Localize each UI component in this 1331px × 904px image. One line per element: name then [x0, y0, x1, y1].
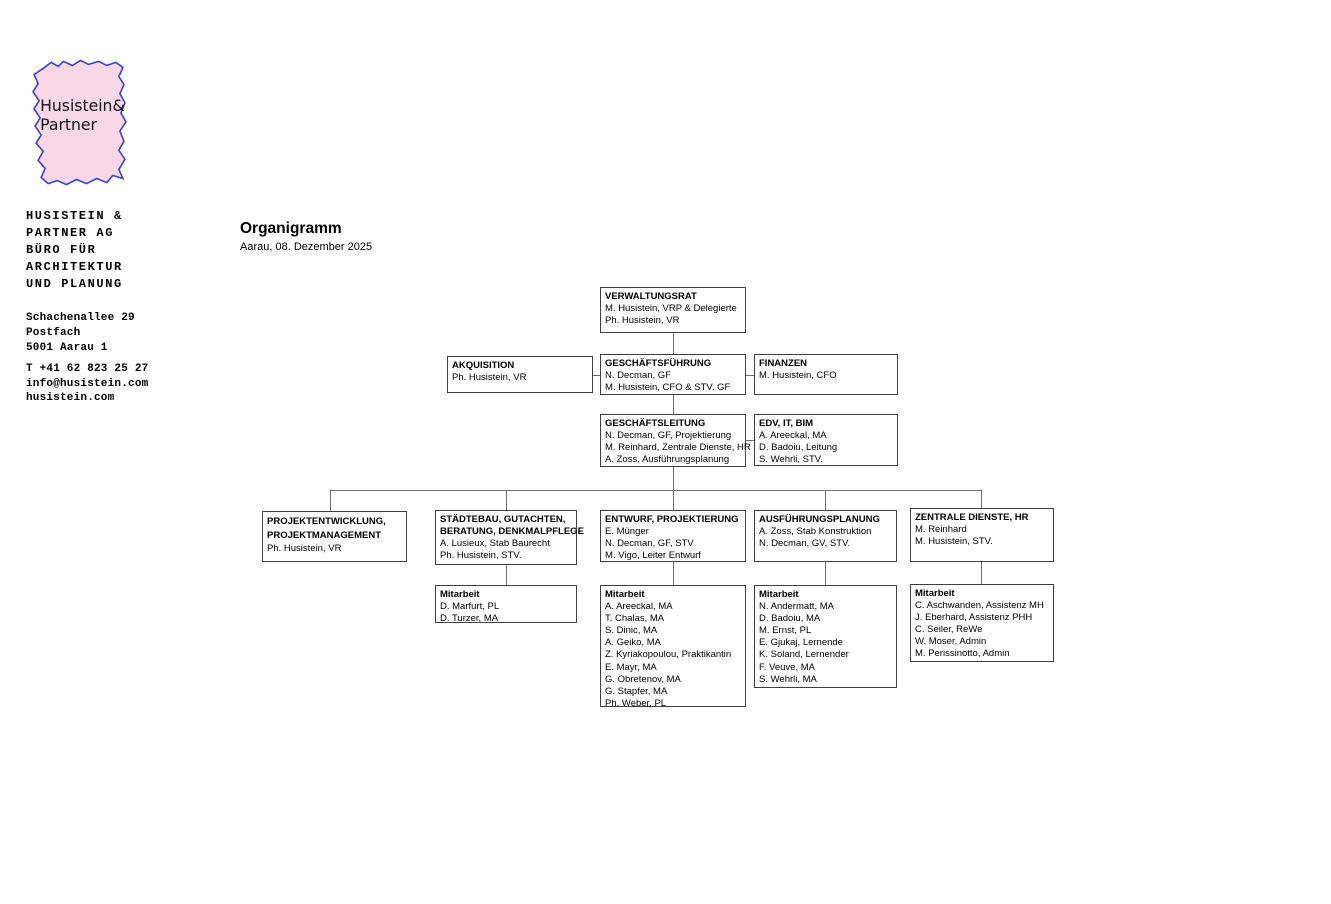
org-member-line: Ph. Weber, PL [605, 697, 667, 709]
org-member-line: M. Husistein, CFO & STV. GF [605, 382, 731, 394]
org-member-line: M. Perissinotto, Admin [915, 648, 1010, 660]
connector-line [981, 491, 982, 508]
connector-line [593, 375, 600, 376]
connector-line [825, 491, 826, 510]
company-name-line: ARCHITEKTUR [26, 260, 123, 274]
org-box-mitarbeit-zentrale [910, 584, 1054, 662]
org-box-title: EDV, IT, BIM [759, 418, 814, 429]
org-box-title: VERWALTUNGSRAT [605, 291, 697, 302]
org-member-line: D. Badoiu, MA [759, 613, 821, 625]
connector-line [825, 562, 826, 585]
connector-line [746, 440, 754, 441]
org-member-line: N. Decman, GF [605, 370, 671, 382]
org-member-line: S. Wehrli, MA [759, 673, 817, 685]
org-member-line: M. Ernst, PL [759, 625, 812, 637]
org-member-line: W. Moser, Admin [915, 636, 987, 648]
connector-line [673, 333, 674, 354]
org-box-finanzen [754, 354, 898, 395]
org-member-line: N. Decman, GF, Projektierung [605, 430, 732, 442]
connector-line [330, 490, 982, 491]
org-box-title: FINANZEN [759, 358, 808, 369]
org-box-title: Mitarbeit [440, 589, 480, 600]
org-member-line: N. Decman, GV, STV. [759, 538, 851, 550]
org-member-line: N. Decman, GF, STV [605, 538, 694, 550]
org-member-line: M. Reinhard, Zentrale Dienste, HR [605, 442, 751, 454]
org-box-mitarbeit-entwurf [600, 585, 746, 707]
connector-line [330, 491, 331, 511]
org-member-line: K. Soland, Lernender [759, 649, 849, 661]
org-box-title: Mitarbeit [915, 588, 955, 599]
org-member-line: Z. Kyriakopoulou, Praktikantin [605, 649, 732, 661]
org-member-line: D. Marfurt, PL [440, 601, 500, 613]
org-member-line: Ph. Husistein, VR [452, 372, 527, 384]
company-name-line: BÜRO FÜR [26, 243, 97, 257]
org-member-line: Ph. Husistein, VR [267, 543, 342, 554]
address-line: 5001 Aarau 1 [26, 342, 108, 354]
company-name-line: UND PLANUNG [26, 277, 123, 291]
org-member-line: M. Husistein, VRP & Delegierte [605, 303, 737, 315]
contact-line: T +41 62 823 25 27 [26, 363, 149, 375]
org-member-line: M. Reinhard [915, 524, 967, 536]
org-box-title: ENTWURF, PROJEKTIERUNG [605, 514, 739, 525]
org-member-line: A. Areeckal, MA [759, 430, 827, 442]
org-member-line: E. Mayr, MA [605, 661, 657, 673]
org-member-line: Ph. Husistein, VR [605, 315, 680, 327]
org-box-akquisition [447, 356, 593, 393]
connector-line [506, 565, 507, 585]
org-member-line: S. Dinic, MA [605, 625, 658, 637]
contact-line: husistein.com [26, 392, 115, 404]
org-member-line: G. Stapfer, MA [605, 685, 668, 697]
org-box-title: GESCHÄFTSFÜHRUNG [605, 358, 712, 369]
logo-wordmark-line2: Partner [40, 115, 97, 135]
org-box-entwurf-projektierung [600, 510, 746, 562]
org-member-line: F. Veuve, MA [759, 661, 815, 673]
org-box-title: STÄDTEBAU, GUTACHTEN, [440, 514, 566, 525]
org-member-line: A. Zoss, Stab Konstruktion [759, 526, 872, 538]
org-box-staedtebau [435, 510, 584, 565]
contact-line: info@husistein.com [26, 377, 149, 390]
company-name-line: HUSISTEIN & [26, 209, 123, 223]
connector-line [746, 375, 754, 376]
company-name-line: PARTNER AG [26, 226, 115, 240]
org-box-title: AKQUISITION [452, 360, 515, 371]
logo-wordmark-line1: Husistein& [40, 95, 125, 115]
org-box-title: ZENTRALE DIENSTE, HR [915, 512, 1029, 523]
org-member-line: G. Obretenov, MA [605, 673, 681, 685]
org-box-ausfuehrungsplanung [754, 510, 897, 562]
org-member-line: N. Andermatt, MA [759, 601, 834, 613]
org-member-line: T. Chalas, MA [605, 613, 665, 625]
org-box-verwaltungsrat [600, 287, 746, 333]
connector-line [673, 395, 674, 414]
org-member-line: D. Badoiu, Leitung [759, 442, 838, 454]
page-date: Aarau, 08. Dezember 2025 [240, 241, 373, 253]
org-member-line: C. Aschwanden, Assistenz MH [915, 600, 1044, 612]
connector-line [673, 562, 674, 585]
connector-line [981, 562, 982, 584]
org-member-line: Ph. Husistein, STV. [440, 550, 522, 562]
org-box-projektentwicklung [262, 511, 407, 562]
org-box-zentrale-dienste [910, 508, 1054, 562]
org-box-mitarbeit-ausfuehrung [754, 585, 897, 688]
connector-line [673, 491, 674, 510]
org-member-line: D. Turzer, MA [440, 613, 499, 625]
org-box-edv-it-bim [754, 414, 898, 466]
org-member-line: E. Gjukaj, Lernende [759, 637, 843, 649]
org-member-line: A. Zoss, Ausführungsplanung [605, 454, 730, 466]
page-title: Organigramm [240, 220, 342, 237]
address-line: Schachenallee 29 [26, 312, 135, 324]
connector-line [506, 491, 507, 510]
org-member-line: A. Lusieux, Stab Baurecht [440, 538, 550, 550]
connector-line [673, 467, 674, 490]
address-line: Postfach [26, 327, 81, 339]
org-member-line: J. Eberhard, Assistenz PHH [915, 612, 1033, 624]
org-member-line: A. Areeckal, MA [605, 601, 673, 613]
org-member-line: M. Husistein, CFO [759, 370, 837, 382]
org-box-geschaeftsleitung [600, 414, 751, 467]
org-box-mitarbeit-staedtebau [435, 585, 577, 623]
org-box-title: PROJEKTENTWICKLUNG, [267, 516, 386, 527]
org-box-title: PROJEKTMANAGEMENT [267, 529, 382, 541]
org-box-title: Mitarbeit [605, 589, 645, 600]
org-member-line: M. Husistein, STV. [915, 536, 993, 548]
org-member-line: E. Münger [605, 526, 649, 538]
org-box-geschaeftsfuehrung [600, 354, 746, 395]
org-member-line: M. Vigo, Leiter Entwurf [605, 550, 701, 562]
org-box-title: Mitarbeit [759, 589, 799, 600]
org-member-line: A. Geiko, MA [605, 637, 661, 649]
org-box-title: AUSFÜHRUNGSPLANUNG [759, 514, 880, 525]
org-member-line: S. Wehrli, STV. [759, 454, 823, 466]
org-box-title: GESCHÄFTSLEITUNG [605, 418, 706, 429]
org-box-title: BERATUNG, DENKMALPFLEGE [440, 526, 584, 538]
org-member-line: C. Seiler, ReWe [915, 624, 983, 636]
